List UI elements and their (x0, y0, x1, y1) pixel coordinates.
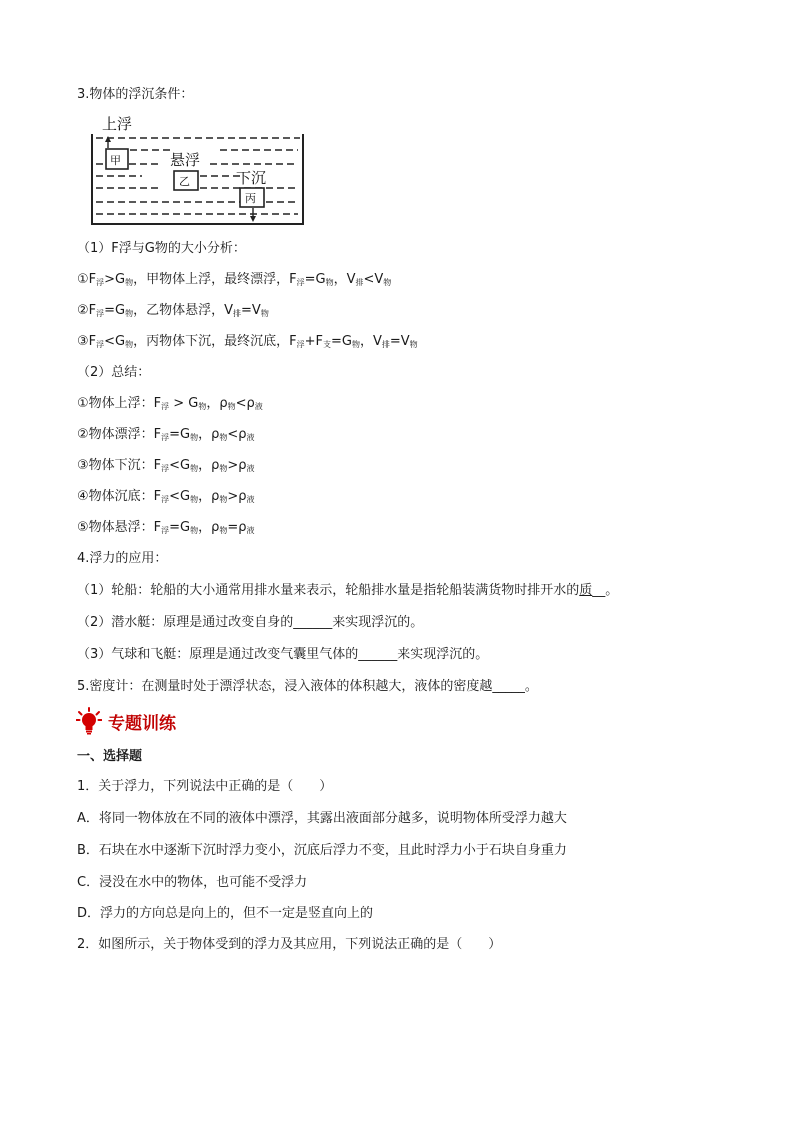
condition-1: $①F_浮>G_物$，甲物体上浮，最终漂浮，$F_浮=G_物$，$V_排<V_物$ (77, 272, 392, 287)
application-1: （1）轮船：轮船的大小通常用排水量来表示，轮船排水量是指轮船装满货物时排开水的质__。 (77, 583, 619, 598)
subsection-2-title: （2）总结： (77, 365, 151, 380)
box-yi-label: 乙 (179, 175, 190, 188)
question-1-option-b: B．石块在水中逐渐下沉时浮力变小，沉底后浮力不变，且此时浮力小于石块自身重力 (77, 843, 567, 858)
summary-1: ①物体上浮：$F_浮 > G_物$，$\rho_物<\rho_液$ (77, 396, 263, 411)
application-3: （3）气球和飞艇：原理是通过改变气囊里气体的______来实现浮沉的。 (77, 647, 489, 662)
summary-5: ⑤物体悬浮：$F_浮=G_物$，$\rho_物=\rho_液$ (77, 520, 255, 535)
section-5: 5.密度计：在测量时处于漂浮状态，浸入液体的体积越大，液体的密度越_____。 (77, 679, 538, 694)
summary-4: ④物体沉底：$F_浮<G_物$，$\rho_物>\rho_液$ (77, 489, 255, 504)
question-1-option-d: D．浮力的方向总是向上的，但不一定是竖直向上的 (77, 906, 374, 921)
label-suspend: 悬浮 (170, 151, 201, 169)
section-4-title: 4.浮力的应用： (77, 551, 168, 566)
section-3-title: 3.物体的浮沉条件： (77, 87, 194, 102)
box-bing-label: 丙 (245, 192, 256, 205)
summary-3: ③物体下沉：$F_浮<G_物$，$\rho_物>\rho_液$ (77, 458, 255, 473)
question-1-option-a: A．将同一物体放在不同的液体中漂浮，其露出液面部分越多，说明物体所受浮力越大 (77, 811, 567, 826)
part-1-title: 一、选择题 (77, 749, 143, 764)
header-title: 专题训练 (108, 713, 176, 734)
arrow-up-icon (105, 136, 111, 142)
arrow-down-icon (250, 216, 256, 222)
question-2: 2．如图所示，关于物体受到的浮力及其应用，下列说法正确的是（ ） (77, 937, 502, 952)
question-1: 1．关于浮力，下列说法中正确的是（ ） (77, 779, 333, 794)
label-up: 上浮 (102, 115, 133, 133)
app1-blank: 质 (579, 583, 593, 598)
condition-2: $②F_浮=G_物$，乙物体悬浮，$V_排=V_物$ (77, 303, 269, 318)
box-jia-label: 甲 (110, 154, 121, 167)
float-sink-diagram (90, 112, 305, 226)
question-1-option-c: C．浸没在水中的物体，也可能不受浮力 (77, 875, 308, 890)
lightbulb-icon (76, 707, 102, 735)
subsection-1-title: （1）F浮与G物的大小分析： (77, 241, 246, 256)
condition-3: $③F_浮<G_物$，丙物体下沉，最终沉底，$F_浮+F_支=G_物$，$V_排=V_物$ (77, 334, 418, 349)
section-header (76, 706, 176, 736)
label-down: 下沉 (236, 169, 267, 187)
summary-2: ②物体漂浮：$F_浮=G_物$，$\rho_物<\rho_液$ (77, 427, 255, 442)
application-2: （2）潜水艇：原理是通过改变自身的______来实现浮沉的。 (77, 615, 424, 630)
